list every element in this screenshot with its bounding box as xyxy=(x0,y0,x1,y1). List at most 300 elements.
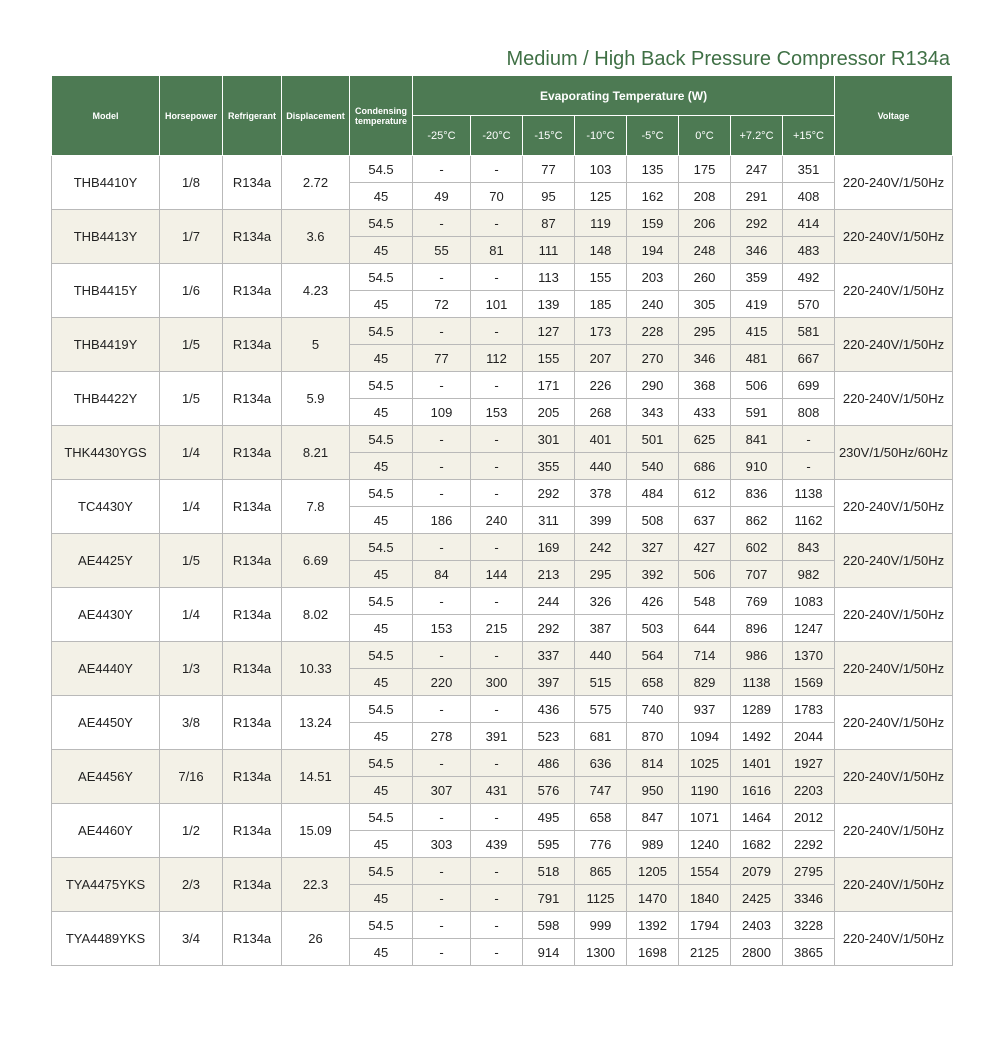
capacity-cell: - xyxy=(471,210,523,237)
capacity-cell: 681 xyxy=(575,723,627,750)
capacity-cell: - xyxy=(471,939,523,966)
header-temp: -25°C xyxy=(413,116,471,156)
header-temp: -10°C xyxy=(575,116,627,156)
capacity-cell: - xyxy=(413,264,471,291)
capacity-cell: - xyxy=(471,426,523,453)
model-cell: AE4460Y xyxy=(52,804,160,858)
capacity-cell: 260 xyxy=(679,264,731,291)
compressor-spec-table xyxy=(51,75,953,966)
capacity-cell: 213 xyxy=(523,561,575,588)
model-cell: AE4450Y xyxy=(52,696,160,750)
capacity-cell: 1840 xyxy=(679,885,731,912)
capacity-cell: 1240 xyxy=(679,831,731,858)
capacity-cell: 575 xyxy=(575,696,627,723)
condensing-cell: 54.5 xyxy=(350,696,413,723)
capacity-cell: 598 xyxy=(523,912,575,939)
horsepower-cell: 1/2 xyxy=(160,804,223,858)
condensing-cell: 54.5 xyxy=(350,210,413,237)
capacity-cell: 637 xyxy=(679,507,731,534)
table-body xyxy=(52,156,953,966)
capacity-cell: - xyxy=(413,696,471,723)
condensing-cell: 45 xyxy=(350,399,413,426)
capacity-cell: 3228 xyxy=(783,912,835,939)
voltage-cell: 220-240V/1/50Hz xyxy=(835,750,953,804)
voltage-cell: 220-240V/1/50Hz xyxy=(835,156,953,210)
capacity-cell: 1138 xyxy=(783,480,835,507)
capacity-cell: 518 xyxy=(523,858,575,885)
capacity-cell: 300 xyxy=(471,669,523,696)
condensing-cell: 54.5 xyxy=(350,750,413,777)
model-cell: THB4419Y xyxy=(52,318,160,372)
capacity-cell: 346 xyxy=(679,345,731,372)
capacity-cell: 506 xyxy=(731,372,783,399)
horsepower-cell: 1/3 xyxy=(160,642,223,696)
condensing-cell: 54.5 xyxy=(350,480,413,507)
capacity-cell: 1190 xyxy=(679,777,731,804)
capacity-cell: 612 xyxy=(679,480,731,507)
table-row xyxy=(52,804,953,831)
capacity-cell: 220 xyxy=(413,669,471,696)
capacity-cell: 747 xyxy=(575,777,627,804)
condensing-cell: 45 xyxy=(350,723,413,750)
header-refrigerant: Refrigerant xyxy=(223,76,282,156)
table-row xyxy=(52,426,953,453)
capacity-cell: 865 xyxy=(575,858,627,885)
capacity-cell: 125 xyxy=(575,183,627,210)
voltage-cell: 220-240V/1/50Hz xyxy=(835,696,953,750)
capacity-cell: 440 xyxy=(575,642,627,669)
capacity-cell: 292 xyxy=(523,480,575,507)
capacity-cell: 103 xyxy=(575,156,627,183)
condensing-cell: 45 xyxy=(350,939,413,966)
horsepower-cell: 1/5 xyxy=(160,318,223,372)
capacity-cell: 2425 xyxy=(731,885,783,912)
header-temp: +15°C xyxy=(783,116,835,156)
capacity-cell: 95 xyxy=(523,183,575,210)
capacity-cell: 843 xyxy=(783,534,835,561)
condensing-cell: 54.5 xyxy=(350,912,413,939)
table-row xyxy=(52,534,953,561)
table-row xyxy=(52,372,953,399)
voltage-cell: 220-240V/1/50Hz xyxy=(835,534,953,588)
capacity-cell: 829 xyxy=(679,669,731,696)
capacity-cell: 206 xyxy=(679,210,731,237)
capacity-cell: 155 xyxy=(523,345,575,372)
capacity-cell: 185 xyxy=(575,291,627,318)
capacity-cell: 548 xyxy=(679,588,731,615)
capacity-cell: 401 xyxy=(575,426,627,453)
capacity-cell: 1554 xyxy=(679,858,731,885)
capacity-cell: 186 xyxy=(413,507,471,534)
capacity-cell: 292 xyxy=(523,615,575,642)
capacity-cell: 127 xyxy=(523,318,575,345)
table-row xyxy=(52,588,953,615)
capacity-cell: 135 xyxy=(627,156,679,183)
condensing-cell: 45 xyxy=(350,507,413,534)
capacity-cell: 392 xyxy=(627,561,679,588)
condensing-cell: 45 xyxy=(350,237,413,264)
voltage-cell: 220-240V/1/50Hz xyxy=(835,480,953,534)
model-cell: AE4430Y xyxy=(52,588,160,642)
header-model: Model xyxy=(52,76,160,156)
capacity-cell: 508 xyxy=(627,507,679,534)
capacity-cell: 841 xyxy=(731,426,783,453)
capacity-cell: 101 xyxy=(471,291,523,318)
capacity-cell: 307 xyxy=(413,777,471,804)
capacity-cell: 2800 xyxy=(731,939,783,966)
capacity-cell: - xyxy=(413,858,471,885)
capacity-cell: 914 xyxy=(523,939,575,966)
condensing-cell: 54.5 xyxy=(350,588,413,615)
capacity-cell: 295 xyxy=(679,318,731,345)
capacity-cell: 1616 xyxy=(731,777,783,804)
condensing-cell: 45 xyxy=(350,885,413,912)
capacity-cell: 81 xyxy=(471,237,523,264)
capacity-cell: 351 xyxy=(783,156,835,183)
capacity-cell: 194 xyxy=(627,237,679,264)
displacement-cell: 6.69 xyxy=(282,534,350,588)
capacity-cell: 814 xyxy=(627,750,679,777)
displacement-cell: 2.72 xyxy=(282,156,350,210)
capacity-cell: 699 xyxy=(783,372,835,399)
refrigerant-cell: R134a xyxy=(223,264,282,318)
model-cell: TYA4475YKS xyxy=(52,858,160,912)
header-temp: -5°C xyxy=(627,116,679,156)
capacity-cell: 242 xyxy=(575,534,627,561)
condensing-cell: 54.5 xyxy=(350,534,413,561)
capacity-cell: 896 xyxy=(731,615,783,642)
refrigerant-cell: R134a xyxy=(223,156,282,210)
capacity-cell: - xyxy=(471,588,523,615)
capacity-cell: 1682 xyxy=(731,831,783,858)
capacity-cell: 169 xyxy=(523,534,575,561)
capacity-cell: 148 xyxy=(575,237,627,264)
capacity-cell: 327 xyxy=(627,534,679,561)
header-voltage: Voltage xyxy=(835,76,953,156)
capacity-cell: 247 xyxy=(731,156,783,183)
capacity-cell: 171 xyxy=(523,372,575,399)
capacity-cell: 2044 xyxy=(783,723,835,750)
capacity-cell: 486 xyxy=(523,750,575,777)
refrigerant-cell: R134a xyxy=(223,696,282,750)
capacity-cell: 301 xyxy=(523,426,575,453)
displacement-cell: 15.09 xyxy=(282,804,350,858)
capacity-cell: 292 xyxy=(731,210,783,237)
capacity-cell: - xyxy=(471,885,523,912)
capacity-cell: 175 xyxy=(679,156,731,183)
capacity-cell: 602 xyxy=(731,534,783,561)
capacity-cell: 84 xyxy=(413,561,471,588)
capacity-cell: - xyxy=(413,534,471,561)
capacity-cell: - xyxy=(413,885,471,912)
capacity-cell: - xyxy=(413,912,471,939)
capacity-cell: 501 xyxy=(627,426,679,453)
capacity-cell: 591 xyxy=(731,399,783,426)
capacity-cell: - xyxy=(413,642,471,669)
voltage-cell: 220-240V/1/50Hz xyxy=(835,588,953,642)
capacity-cell: 343 xyxy=(627,399,679,426)
model-cell: THB4422Y xyxy=(52,372,160,426)
model-cell: THB4410Y xyxy=(52,156,160,210)
capacity-cell: 337 xyxy=(523,642,575,669)
capacity-cell: 740 xyxy=(627,696,679,723)
model-cell: AE4456Y xyxy=(52,750,160,804)
capacity-cell: 1138 xyxy=(731,669,783,696)
page-title: Medium / High Back Pressure Compressor R134a xyxy=(506,48,950,70)
capacity-cell: 431 xyxy=(471,777,523,804)
capacity-cell: 415 xyxy=(731,318,783,345)
model-cell: AE4425Y xyxy=(52,534,160,588)
condensing-cell: 45 xyxy=(350,453,413,480)
refrigerant-cell: R134a xyxy=(223,372,282,426)
voltage-cell: 220-240V/1/50Hz xyxy=(835,912,953,966)
condensing-cell: 54.5 xyxy=(350,372,413,399)
capacity-cell: 77 xyxy=(523,156,575,183)
capacity-cell: 1025 xyxy=(679,750,731,777)
refrigerant-cell: R134a xyxy=(223,750,282,804)
capacity-cell: 207 xyxy=(575,345,627,372)
displacement-cell: 26 xyxy=(282,912,350,966)
capacity-cell: 408 xyxy=(783,183,835,210)
capacity-cell: 1289 xyxy=(731,696,783,723)
refrigerant-cell: R134a xyxy=(223,804,282,858)
capacity-cell: 2403 xyxy=(731,912,783,939)
capacity-cell: 1569 xyxy=(783,669,835,696)
voltage-cell: 230V/1/50Hz/60Hz xyxy=(835,426,953,480)
model-cell: TYA4489YKS xyxy=(52,912,160,966)
capacity-cell: 1247 xyxy=(783,615,835,642)
capacity-cell: 270 xyxy=(627,345,679,372)
condensing-cell: 54.5 xyxy=(350,804,413,831)
displacement-cell: 5 xyxy=(282,318,350,372)
displacement-cell: 5.9 xyxy=(282,372,350,426)
capacity-cell: 2795 xyxy=(783,858,835,885)
capacity-cell: 986 xyxy=(731,642,783,669)
capacity-cell: 387 xyxy=(575,615,627,642)
capacity-cell: 433 xyxy=(679,399,731,426)
capacity-cell: - xyxy=(471,804,523,831)
capacity-cell: 226 xyxy=(575,372,627,399)
horsepower-cell: 1/7 xyxy=(160,210,223,264)
capacity-cell: 808 xyxy=(783,399,835,426)
capacity-cell: - xyxy=(471,480,523,507)
capacity-cell: 2125 xyxy=(679,939,731,966)
refrigerant-cell: R134a xyxy=(223,912,282,966)
capacity-cell: 244 xyxy=(523,588,575,615)
capacity-cell: 113 xyxy=(523,264,575,291)
capacity-cell: - xyxy=(471,858,523,885)
capacity-cell: 776 xyxy=(575,831,627,858)
condensing-cell: 45 xyxy=(350,669,413,696)
capacity-cell: 111 xyxy=(523,237,575,264)
table-row xyxy=(52,750,953,777)
capacity-cell: 3346 xyxy=(783,885,835,912)
capacity-cell: 359 xyxy=(731,264,783,291)
horsepower-cell: 1/5 xyxy=(160,372,223,426)
capacity-cell: 483 xyxy=(783,237,835,264)
header-condensing-temperature: Condensing temperature xyxy=(350,76,413,156)
capacity-cell: 707 xyxy=(731,561,783,588)
refrigerant-cell: R134a xyxy=(223,318,282,372)
capacity-cell: 346 xyxy=(731,237,783,264)
condensing-cell: 54.5 xyxy=(350,426,413,453)
refrigerant-cell: R134a xyxy=(223,480,282,534)
capacity-cell: 989 xyxy=(627,831,679,858)
model-cell: THB4413Y xyxy=(52,210,160,264)
capacity-cell: 836 xyxy=(731,480,783,507)
capacity-cell: 311 xyxy=(523,507,575,534)
capacity-cell: 70 xyxy=(471,183,523,210)
capacity-cell: 506 xyxy=(679,561,731,588)
refrigerant-cell: R134a xyxy=(223,588,282,642)
horsepower-cell: 1/4 xyxy=(160,426,223,480)
capacity-cell: 139 xyxy=(523,291,575,318)
condensing-cell: 45 xyxy=(350,777,413,804)
capacity-cell: 1125 xyxy=(575,885,627,912)
capacity-cell: 268 xyxy=(575,399,627,426)
condensing-cell: 54.5 xyxy=(350,264,413,291)
capacity-cell: - xyxy=(471,696,523,723)
capacity-cell: 484 xyxy=(627,480,679,507)
capacity-cell: - xyxy=(413,156,471,183)
capacity-cell: - xyxy=(471,318,523,345)
capacity-cell: 419 xyxy=(731,291,783,318)
capacity-cell: 1794 xyxy=(679,912,731,939)
condensing-cell: 45 xyxy=(350,183,413,210)
horsepower-cell: 1/6 xyxy=(160,264,223,318)
table-row xyxy=(52,264,953,291)
capacity-cell: 644 xyxy=(679,615,731,642)
capacity-cell: - xyxy=(413,318,471,345)
capacity-cell: 109 xyxy=(413,399,471,426)
capacity-cell: 295 xyxy=(575,561,627,588)
capacity-cell: 77 xyxy=(413,345,471,372)
header-evaporating-temperature: Evaporating Temperature (W) xyxy=(413,76,835,116)
capacity-cell: 399 xyxy=(575,507,627,534)
capacity-cell: 1698 xyxy=(627,939,679,966)
header-temp: +7.2°C xyxy=(731,116,783,156)
voltage-cell: 220-240V/1/50Hz xyxy=(835,318,953,372)
capacity-cell: 1401 xyxy=(731,750,783,777)
capacity-cell: 1300 xyxy=(575,939,627,966)
capacity-cell: 305 xyxy=(679,291,731,318)
capacity-cell: 397 xyxy=(523,669,575,696)
capacity-cell: 159 xyxy=(627,210,679,237)
capacity-cell: 1470 xyxy=(627,885,679,912)
displacement-cell: 4.23 xyxy=(282,264,350,318)
condensing-cell: 54.5 xyxy=(350,858,413,885)
capacity-cell: 378 xyxy=(575,480,627,507)
capacity-cell: 427 xyxy=(679,534,731,561)
refrigerant-cell: R134a xyxy=(223,642,282,696)
capacity-cell: 248 xyxy=(679,237,731,264)
capacity-cell: 173 xyxy=(575,318,627,345)
capacity-cell: 636 xyxy=(575,750,627,777)
table-row xyxy=(52,210,953,237)
capacity-cell: 1927 xyxy=(783,750,835,777)
capacity-cell: 937 xyxy=(679,696,731,723)
header-displacement: Displacement xyxy=(282,76,350,156)
capacity-cell: 2292 xyxy=(783,831,835,858)
capacity-cell: - xyxy=(783,453,835,480)
voltage-cell: 220-240V/1/50Hz xyxy=(835,264,953,318)
voltage-cell: 220-240V/1/50Hz xyxy=(835,210,953,264)
condensing-cell: 54.5 xyxy=(350,318,413,345)
horsepower-cell: 7/16 xyxy=(160,750,223,804)
capacity-cell: - xyxy=(471,264,523,291)
horsepower-cell: 1/8 xyxy=(160,156,223,210)
capacity-cell: 144 xyxy=(471,561,523,588)
capacity-cell: 540 xyxy=(627,453,679,480)
table-row xyxy=(52,642,953,669)
capacity-cell: - xyxy=(413,210,471,237)
capacity-cell: 847 xyxy=(627,804,679,831)
capacity-cell: - xyxy=(413,750,471,777)
voltage-cell: 220-240V/1/50Hz xyxy=(835,372,953,426)
capacity-cell: 440 xyxy=(575,453,627,480)
capacity-cell: - xyxy=(471,750,523,777)
capacity-cell: 391 xyxy=(471,723,523,750)
refrigerant-cell: R134a xyxy=(223,534,282,588)
model-cell: AE4440Y xyxy=(52,642,160,696)
capacity-cell: 1464 xyxy=(731,804,783,831)
displacement-cell: 8.21 xyxy=(282,426,350,480)
displacement-cell: 10.33 xyxy=(282,642,350,696)
table-row xyxy=(52,912,953,939)
capacity-cell: 950 xyxy=(627,777,679,804)
capacity-cell: - xyxy=(413,939,471,966)
refrigerant-cell: R134a xyxy=(223,426,282,480)
capacity-cell: - xyxy=(471,453,523,480)
capacity-cell: 481 xyxy=(731,345,783,372)
capacity-cell: 228 xyxy=(627,318,679,345)
model-cell: TC4430Y xyxy=(52,480,160,534)
condensing-cell: 45 xyxy=(350,561,413,588)
capacity-cell: 436 xyxy=(523,696,575,723)
horsepower-cell: 1/4 xyxy=(160,588,223,642)
capacity-cell: 564 xyxy=(627,642,679,669)
horsepower-cell: 1/5 xyxy=(160,534,223,588)
capacity-cell: 87 xyxy=(523,210,575,237)
capacity-cell: 203 xyxy=(627,264,679,291)
capacity-cell: 162 xyxy=(627,183,679,210)
capacity-cell: 1162 xyxy=(783,507,835,534)
capacity-cell: 1370 xyxy=(783,642,835,669)
displacement-cell: 3.6 xyxy=(282,210,350,264)
condensing-cell: 54.5 xyxy=(350,642,413,669)
capacity-cell: 290 xyxy=(627,372,679,399)
capacity-cell: 862 xyxy=(731,507,783,534)
capacity-cell: - xyxy=(413,453,471,480)
capacity-cell: 291 xyxy=(731,183,783,210)
condensing-cell: 54.5 xyxy=(350,156,413,183)
capacity-cell: 714 xyxy=(679,642,731,669)
capacity-cell: 355 xyxy=(523,453,575,480)
capacity-cell: 495 xyxy=(523,804,575,831)
capacity-cell: 576 xyxy=(523,777,575,804)
capacity-cell: 791 xyxy=(523,885,575,912)
capacity-cell: 72 xyxy=(413,291,471,318)
capacity-cell: 570 xyxy=(783,291,835,318)
capacity-cell: 439 xyxy=(471,831,523,858)
model-cell: THB4415Y xyxy=(52,264,160,318)
capacity-cell: 1205 xyxy=(627,858,679,885)
displacement-cell: 13.24 xyxy=(282,696,350,750)
capacity-cell: 581 xyxy=(783,318,835,345)
capacity-cell: 686 xyxy=(679,453,731,480)
capacity-cell: 153 xyxy=(471,399,523,426)
capacity-cell: - xyxy=(413,588,471,615)
